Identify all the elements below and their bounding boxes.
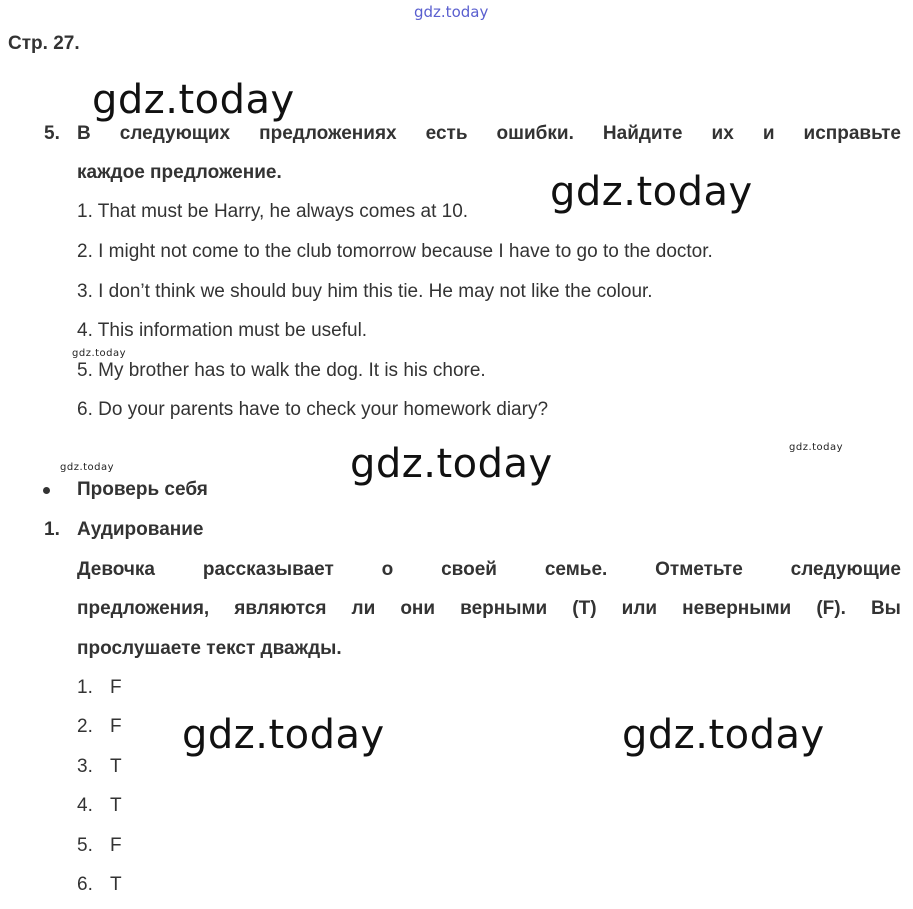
- answer-number: 4.: [77, 795, 93, 816]
- heading-word: предложениях: [259, 123, 397, 144]
- instruction-word: следующие: [790, 559, 901, 580]
- answer-number: 2.: [77, 716, 93, 737]
- answer-number: 5.: [77, 835, 93, 856]
- instruction-word: рассказывает: [202, 559, 334, 580]
- instruction-word: о: [381, 559, 394, 580]
- watermark-small-1: gdz.today: [72, 348, 127, 359]
- heading-word: есть: [425, 123, 468, 144]
- watermark-1: gdz.today: [92, 77, 295, 123]
- heading-word: В: [77, 123, 91, 144]
- sentence-5: 5. My brother has to walk the dog. It is his chore.: [77, 360, 486, 381]
- instruction-word: являются: [234, 598, 327, 619]
- instruction-word: своей: [441, 559, 497, 580]
- instruction-word: Вы: [870, 598, 901, 619]
- answer-value: F: [110, 716, 122, 737]
- watermark-4: gdz.today: [182, 712, 385, 758]
- watermark-small-3: gdz.today: [60, 462, 115, 473]
- watermark-3: gdz.today: [350, 441, 553, 487]
- answer-number: 6.: [77, 874, 93, 895]
- instruction-word: неверными: [682, 598, 792, 619]
- instruction-word: ли: [351, 598, 376, 619]
- heading-word: Найдите: [602, 123, 683, 144]
- instruction-word: (F).: [816, 598, 846, 619]
- sentence-1: 1. That must be Harry, he always comes at 10.: [77, 201, 469, 222]
- self-check-title: Проверь себя: [77, 479, 208, 500]
- heading-word: исправьте: [803, 123, 901, 144]
- instruction-word: предложения,: [77, 598, 210, 619]
- watermark-2: gdz.today: [550, 169, 753, 215]
- instruction-word: Девочка: [77, 559, 156, 580]
- section-number: 1.: [44, 519, 60, 540]
- heading-word: ошибки.: [496, 123, 574, 144]
- answer-value: F: [110, 677, 122, 698]
- heading-word: их: [711, 123, 734, 144]
- instruction-word: (T): [572, 598, 597, 619]
- instruction-line-3: прослушаете текст дважды.: [77, 638, 342, 659]
- answer-number: 1.: [77, 677, 93, 698]
- heading-word: и: [762, 123, 775, 144]
- sentence-4: 4. This information must be useful.: [77, 320, 368, 341]
- exercise-number: 5.: [44, 123, 60, 144]
- instruction-word: Отметьте: [655, 559, 743, 580]
- answer-value: F: [110, 835, 122, 856]
- heading-word: следующих: [119, 123, 231, 144]
- instruction-word: они: [400, 598, 436, 619]
- sentence-2: 2. I might not come to the club tomorrow because I have to go to the doctor.: [77, 241, 713, 262]
- answer-value: T: [110, 756, 122, 777]
- section-title: Аудирование: [77, 519, 204, 540]
- sentence-6: 6. Do your parents have to check your homework diary?: [77, 399, 549, 420]
- sentence-3: 3. I don’t think we should buy him this tie. He may not like the colour.: [77, 281, 653, 302]
- instruction-word: верными: [460, 598, 548, 619]
- page-label: Стр. 27.: [8, 33, 80, 54]
- instruction-line-1: [77, 559, 901, 581]
- exercise-heading-line-1: [77, 123, 901, 145]
- exercise-heading-line-2: каждое предложение.: [77, 162, 282, 183]
- answer-value: T: [110, 795, 122, 816]
- instruction-word: или: [621, 598, 658, 619]
- watermark-small-2: gdz.today: [789, 442, 844, 453]
- answer-number: 3.: [77, 756, 93, 777]
- watermark-top: gdz.today: [414, 3, 489, 21]
- instruction-line-2: [77, 598, 901, 620]
- answer-value: T: [110, 874, 122, 895]
- instruction-word: семье.: [544, 559, 608, 580]
- watermark-5: gdz.today: [622, 712, 825, 758]
- bullet-icon: [43, 487, 50, 494]
